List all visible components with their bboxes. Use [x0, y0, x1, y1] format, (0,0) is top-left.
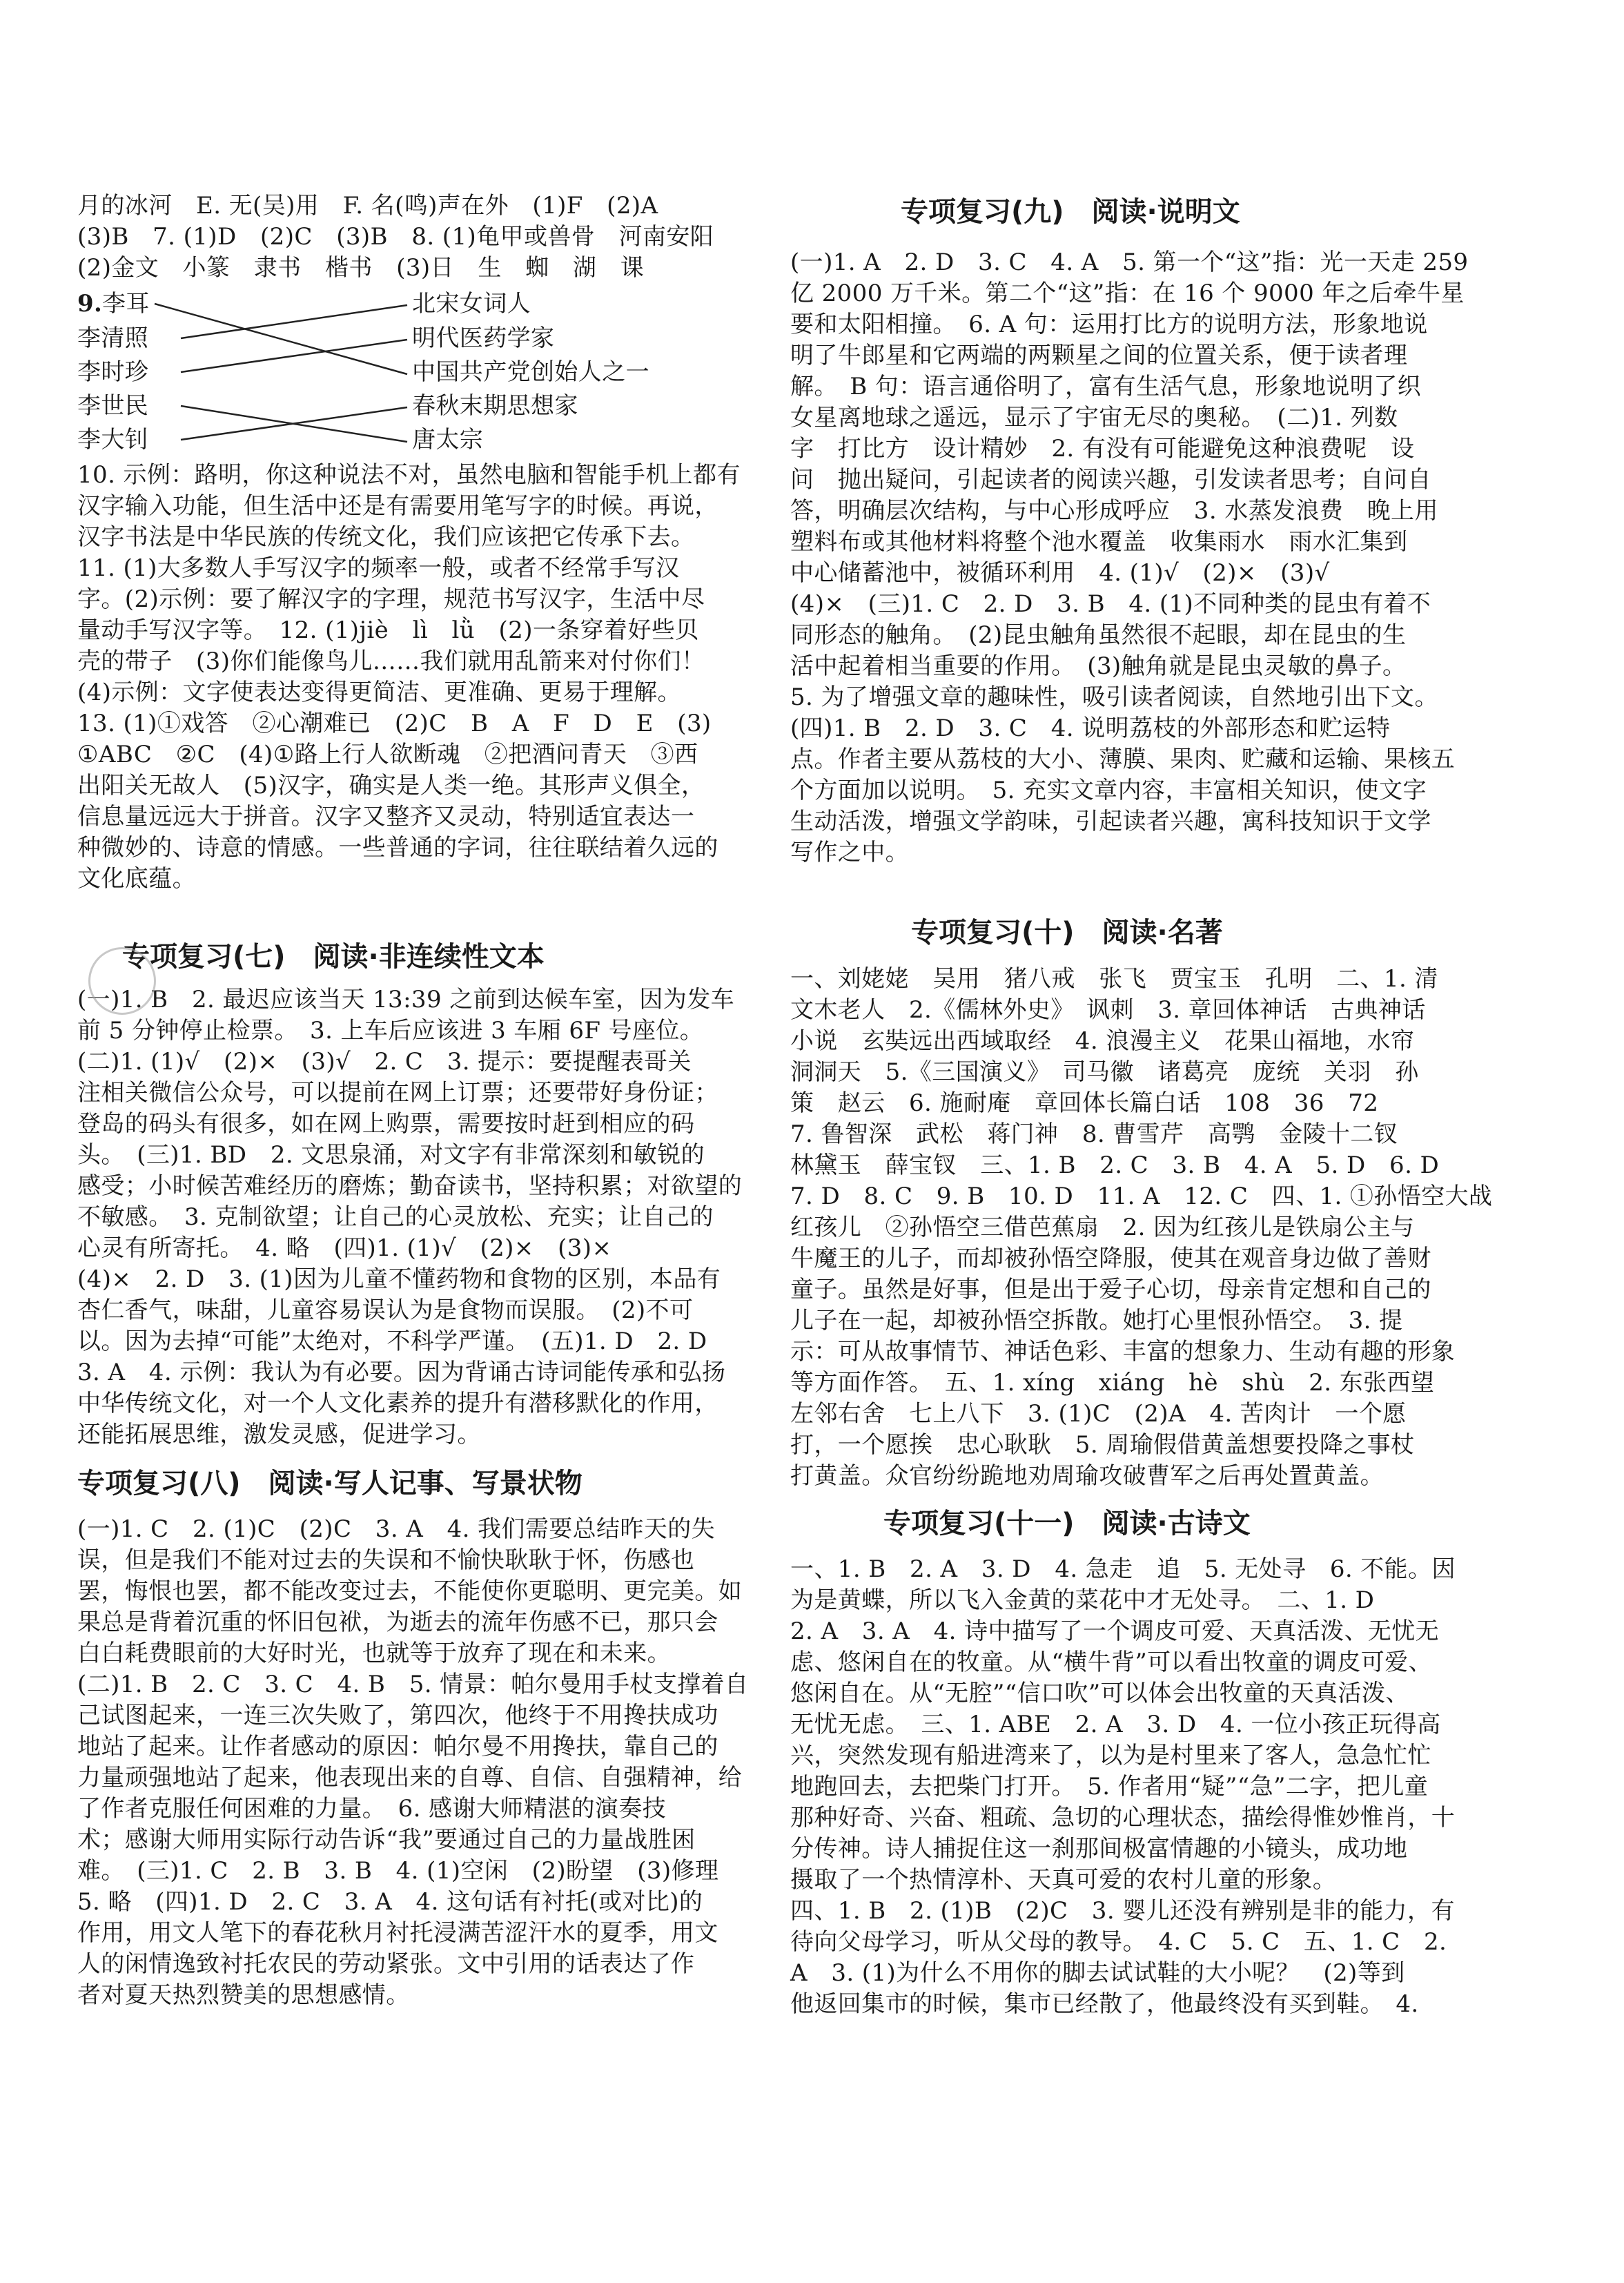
answer-line: 量动手写汉字等。 12. (1)jiè lì lǜ (2)一条穿着好些贝 — [77, 616, 699, 644]
answer-line: 塑料布或其他材料将整个池水覆盖 收集雨水 雨水汇集到 — [790, 528, 1408, 556]
answer-line: 悠闲自在。从“无腔”“信口吹”可以体会出牧童的天真活泼、 — [790, 1680, 1409, 1707]
answer-line: 他返回集市的时候，集市已经散了，他最终没有买到鞋。 4. — [790, 1990, 1419, 2018]
answer-line: 虑、悠闲自在的牧童。从“横牛背”可以看出牧童的调皮可爱、 — [790, 1649, 1432, 1676]
answer-line: (4)示例：文字使表达变得更简洁、更准确、更易于理解。 — [77, 679, 681, 706]
answer-line: (二)1. B 2. C 3. C 4. B 5. 情景：帕尔曼用手杖支撑着自 — [77, 1671, 749, 1698]
answer-line: 种微妙的、诗意的情感。一些普通的字词，往往联结着久远的 — [77, 834, 718, 862]
match-left-name: 李时珍 — [77, 358, 149, 386]
answer-line: 洞洞天 5.《三国演义》 司马徽 诸葛亮 庞统 关羽 孙 — [790, 1058, 1419, 1086]
section-heading-8: 专项复习(八) 阅读·写人记事、写景状物 — [77, 1468, 583, 1499]
answer-line: (3)B 7. (1)D (2)C (3)B 8. (1)龟甲或兽骨 河南安阳 — [77, 223, 714, 251]
answer-line: 注相关微信公众号，可以提前在网上订票；还要带好身份证； — [77, 1079, 718, 1107]
answer-line: 点。作者主要从荔枝的大小、薄膜、果肉、贮藏和运输、果核五 — [790, 746, 1456, 773]
answer-line: 者对夏天热烈赞美的思想感情。 — [77, 1981, 410, 2009]
match-right-item: 春秋末期思想家 — [412, 392, 578, 420]
answer-line: 个方面加以说明。 5. 充实文章内容，丰富相关知识，使文字 — [790, 777, 1427, 804]
answer-line: (4)× 2. D 3. (1)因为儿童不懂药物和食物的区别，本品有 — [77, 1265, 721, 1293]
answer-line: 明了牛郎星和它两端的两颗星之间的位置关系，便于读者理 — [790, 342, 1408, 369]
answer-line: 童子。虽然是好事，但是出于爱子心切，母亲肯定想和自己的 — [790, 1276, 1431, 1303]
answer-line: (一)1. C 2. (1)C (2)C 3. A 4. 我们需要总结昨天的失 — [77, 1515, 716, 1543]
match-line — [155, 304, 407, 374]
match-line — [181, 340, 407, 372]
answer-line: 摄取了一个热情淳朴、天真可爱的农村儿童的形象。 — [790, 1866, 1337, 1894]
answer-line: 地跑回去，去把柴门打开。 5. 作者用“疑”“急”二字，把儿童 — [790, 1773, 1429, 1800]
answer-line: 为是黄蝶，所以飞入金黄的菜花中才无处寻。 二、1. D — [790, 1586, 1375, 1614]
match-left-name: 李大钊 — [77, 426, 149, 454]
answer-line: 头。 (三)1. BD 2. 文思泉涌，对文字有非常深刻和敏锐的 — [77, 1141, 705, 1169]
answer-line: 10. 示例：路明，你这种说法不对，虽然电脑和智能手机上都有 — [77, 461, 741, 489]
answer-line: 3. A 4. 示例：我认为有必要。因为背诵古诗词能传承和弘扬 — [77, 1359, 726, 1386]
stamp-watermark — [88, 947, 156, 1015]
match-left-name: 李耳 — [102, 290, 150, 318]
answer-line: 牛魔王的儿子，而却被孙悟空降服，使其在观音身边做了善财 — [790, 1245, 1431, 1272]
answer-line: 等方面作答。 五、1. xíng xiáng hè shù 2. 东张西望 — [790, 1369, 1435, 1397]
answer-line: 四、1. B 2. (1)B (2)C 3. 婴儿还没有辨别是非的能力，有 — [790, 1897, 1455, 1925]
answer-line: 登岛的码头有很多，如在网上购票，需要按时赶到相应的码 — [77, 1110, 695, 1138]
answer-line: 解。 B 句：语言通俗明了，富有生活气息，形象地说明了织 — [790, 373, 1421, 400]
answer-line: 一、刘姥姥 吴用 猪八戒 张飞 贾宝玉 孔明 二、1. 清 — [790, 965, 1438, 993]
answer-line: 兴，突然发现有船进湾来了，以为是村里来了客人，急急忙忙 — [790, 1742, 1431, 1769]
answer-line: (2)金文 小篆 隶书 楷书 (3)日 生 蜘 湖 课 — [77, 254, 645, 282]
answer-line: (一)1. B 2. 最迟应该当天 13:39 之前到达候车室，因为发车 — [77, 986, 735, 1013]
match-line — [181, 305, 407, 338]
answer-line: 中华传统文化，对一个人文化素养的提升有潜移默化的作用， — [77, 1390, 718, 1417]
answer-line: 写作之中。 — [790, 839, 909, 866]
match-left-name: 李清照 — [77, 324, 149, 352]
answer-line: 白白耗费眼前的大好时光，也就等于放弃了现在和未来。 — [77, 1640, 671, 1667]
answer-line: 力量顽强地站了起来，他表现出来的自尊、自信、自强精神，给 — [77, 1764, 743, 1791]
matching-lines — [77, 0, 767, 483]
answer-line: 己试图起来，一连三次失败了，第四次，他终于不用搀扶成功 — [77, 1702, 718, 1729]
answer-line: 感受；小时候苦难经历的磨炼；勤奋读书，坚持积累；对欲望的 — [77, 1172, 743, 1200]
answer-line: 5. 略 (四)1. D 2. C 3. A 4. 这句话有衬托(或对比)的 — [77, 1888, 703, 1916]
answer-line: 中心储蓄池中，被循环利用 4. (1)√ (2)× (3)√ — [790, 559, 1330, 587]
section-heading-10: 专项复习(十) 阅读·名著 — [911, 917, 1223, 949]
answer-line: 文木老人 2.《儒林外史》 讽刺 3. 章回体神话 古典神话 — [790, 996, 1426, 1024]
answer-line: 汉字输入功能，但生活中还是有需要用笔写字的时候。再说， — [77, 492, 718, 520]
match-right-item: 明代医药学家 — [412, 324, 555, 352]
answer-line: 问 抛出疑问，引起读者的阅读兴趣，引发读者思考；自问自 — [790, 466, 1431, 494]
answer-line: 分传神。诗人捕捉住这一刹那间极富情趣的小镜头，成功地 — [790, 1835, 1408, 1863]
answer-line: 了作者克服任何困难的力量。 6. 感谢大师精湛的演奏技 — [77, 1795, 667, 1823]
answer-line: 同形态的触角。 (2)昆虫触角虽然很不起眼，却在昆虫的生 — [790, 621, 1407, 649]
answer-line: 字 打比方 设计精妙 2. 有没有可能避免这种浪费呢 设 — [790, 435, 1415, 463]
answer-line: 小说 玄奘远出西域取经 4. 浪漫主义 花果山福地，水帘 — [790, 1027, 1415, 1055]
answer-line: (四)1. B 2. D 3. C 4. 说明荔枝的外部形态和贮运特 — [790, 715, 1391, 742]
answer-line: 不敏感。 3. 克制欲望；让自己的心灵放松、充实；让自己的 — [77, 1203, 714, 1231]
answer-line: 女星离地球之遥远，显示了宇宙无尽的奥秘。 (二)1. 列数 — [790, 404, 1398, 431]
answer-line: 误，但是我们不能对过去的失误和不愉快耿耿于怀，伤感也 — [77, 1546, 695, 1574]
answer-line: 7. 鲁智深 武松 蒋门神 8. 曹雪芹 高鹗 金陵十二钗 — [790, 1120, 1398, 1148]
answer-line: 13. (1)①戏答 ②心潮难已 (2)C B A F D E (3) — [77, 710, 712, 737]
answer-line: 还能拓展思维，激发灵感，促进学习。 — [77, 1421, 481, 1448]
answer-line: 一、1. B 2. A 3. D 4. 急走 追 5. 无处寻 6. 不能。因 — [790, 1555, 1456, 1583]
answer-line: 杏仁香气，味甜，儿童容易误认为是食物而误服。 (2)不可 — [77, 1296, 694, 1324]
match-right-item: 北宋女词人 — [412, 290, 531, 318]
answer-line: 术；感谢大师用实际行动告诉“我”要通过自己的力量战胜困 — [77, 1826, 696, 1854]
answer-line: 文化底蕴。 — [77, 865, 196, 893]
section-heading-7: 专项复习(七) 阅读·非连续性文本 — [122, 941, 545, 973]
answer-line: 示：可从故事情节、神话色彩、丰富的想象力、生动有趣的形象 — [790, 1338, 1456, 1366]
match-right-item: 唐太宗 — [412, 426, 484, 454]
answer-line: 11. (1)大多数人手写汉字的频率一般，或者不经常手写汉 — [77, 554, 680, 582]
answer-line: 壳的带子 (3)你们能像鸟儿……我们就用乱箭来对付你们！ — [77, 648, 705, 675]
answer-line: 答，明确层次结构，与中心形成呼应 3. 水蒸发浪费 晚上用 — [790, 497, 1438, 525]
answer-line: 那种好奇、兴奋、粗疏、急切的心理状态，描绘得惟妙惟肖，十 — [790, 1804, 1456, 1832]
answer-line: 要和太阳相撞。 6. A 句：运用打比方的说明方法，形象地说 — [790, 311, 1428, 338]
answer-line: 难。 (三)1. C 2. B 3. B 4. (1)空闲 (2)盼望 (3)修理 — [77, 1857, 719, 1885]
answer-line: 作用，用文人笔下的春花秋月衬托浸满苦涩汗水的夏季，用文 — [77, 1919, 718, 1947]
answer-line: 林黛玉 薛宝钗 三、1. B 2. C 3. B 4. A 5. D 6. D — [790, 1152, 1440, 1179]
answer-line: 人的闲情逸致衬托农民的劳动紧张。文中引用的话表达了作 — [77, 1950, 695, 1978]
answer-line: 月的冰河 E. 无(吴)用 F. 名(鸣)声在外 (1)F (2)A — [77, 192, 658, 220]
answer-line: 地站了起来。让作者感动的原因：帕尔曼不用搀扶，靠自己的 — [77, 1733, 718, 1760]
answer-line: 出阳关无故人 (5)汉字，确实是人类一绝。其形声义俱全， — [77, 772, 705, 799]
answer-line: 以。因为去掉“可能”太绝对，不科学严谨。 (五)1. D 2. D — [77, 1328, 707, 1355]
answer-line: A 3. (1)为什么不用你的脚去试试鞋的大小呢？ (2)等到 — [790, 1959, 1405, 1987]
answer-line: 待向父母学习，听从父母的教导。 4. C 5. C 五、1. C 2. — [790, 1928, 1447, 1956]
answer-line: (二)1. (1)√ (2)× (3)√ 2. C 3. 提示：要提醒表哥关 — [77, 1048, 692, 1076]
answer-line: (4)× (三)1. C 2. D 3. B 4. (1)不同种类的昆虫有着不 — [790, 590, 1431, 618]
answer-line: ①ABC ②C (4)①路上行人欲断魂 ②把酒问青天 ③西 — [77, 741, 698, 768]
answer-line: 罢，悔恨也罢，都不能改变过去，不能使你更聪明、更完美。如 — [77, 1577, 743, 1605]
answer-line: 策 赵云 6. 施耐庵 章回体长篇白话 108 36 72 — [790, 1089, 1379, 1117]
section-heading-9: 专项复习(九) 阅读·说明文 — [901, 196, 1240, 228]
answer-line: 信息量远远大于拼音。汉字又整齐又灵动，特别适宜表达一 — [77, 803, 695, 830]
answer-line: 儿子在一起，却被孙悟空拆散。她打心里恨孙悟空。 3. 提 — [790, 1307, 1403, 1334]
match-left-name: 李世民 — [77, 392, 149, 420]
answer-line: 心灵有所寄托。 4. 略 (四)1. (1)√ (2)× (3)× — [77, 1234, 612, 1262]
answer-line: 前 5 分钟停止检票。 3. 上车后应该进 3 车厢 6F 号座位。 — [77, 1017, 704, 1045]
answer-line: 活中起着相当重要的作用。 (3)触角就是昆虫灵敏的鼻子。 — [790, 652, 1407, 680]
match-number: 9. — [77, 290, 103, 318]
answer-line: 2. A 3. A 4. 诗中描写了一个调皮可爱、天真活泼、无忧无 — [790, 1617, 1440, 1645]
answer-line: 7. D 8. C 9. B 10. D 11. A 12. C 四、1. ①孙悟空大战 — [790, 1183, 1493, 1210]
answer-line: 亿 2000 万千米。第二个“这”指：在 16 个 9000 年之后牵牛星 — [790, 280, 1465, 307]
answer-line: 红孩儿 ②孙悟空三借芭蕉扇 2. 因为红孩儿是铁扇公主与 — [790, 1214, 1415, 1241]
answer-line: 生动活泼，增强文学韵味，引起读者兴趣，寓科技知识于文学 — [790, 808, 1431, 835]
match-right-item: 中国共产党创始人之一 — [412, 358, 649, 386]
answer-line: 汉字书法是中华民族的传统文化，我们应该把它传承下去。 — [77, 523, 695, 551]
section-heading-11: 专项复习(十一) 阅读·古诗文 — [883, 1508, 1251, 1539]
answer-line: 果总是背着沉重的怀旧包袱，为逝去的流年伤感不已，那只会 — [77, 1609, 718, 1636]
answer-line: 打黄盖。众官纷纷跪地劝周瑜攻破曹军之后再处置黄盖。 — [790, 1462, 1384, 1490]
answer-line: 5. 为了增强文章的趣味性，吸引读者阅读，自然地引出下文。 — [790, 683, 1438, 711]
answer-line: 左邻右舍 七上八下 3. (1)C (2)A 4. 苦肉计 一个愿 — [790, 1400, 1407, 1428]
answer-line: 字。(2)示例：要了解汉字的字理，规范书写汉字，生活中尽 — [77, 585, 705, 613]
answer-line: 无忧无虑。 三、1. ABE 2. A 3. D 4. 一位小孩正玩得高 — [790, 1711, 1441, 1738]
answer-line: (一)1. A 2. D 3. C 4. A 5. 第一个“这”指：光一天走 259 — [790, 249, 1469, 276]
answer-line: 打，一个愿挨 忠心耿耿 5. 周瑜假借黄盖想要投降之事杖 — [790, 1431, 1415, 1459]
